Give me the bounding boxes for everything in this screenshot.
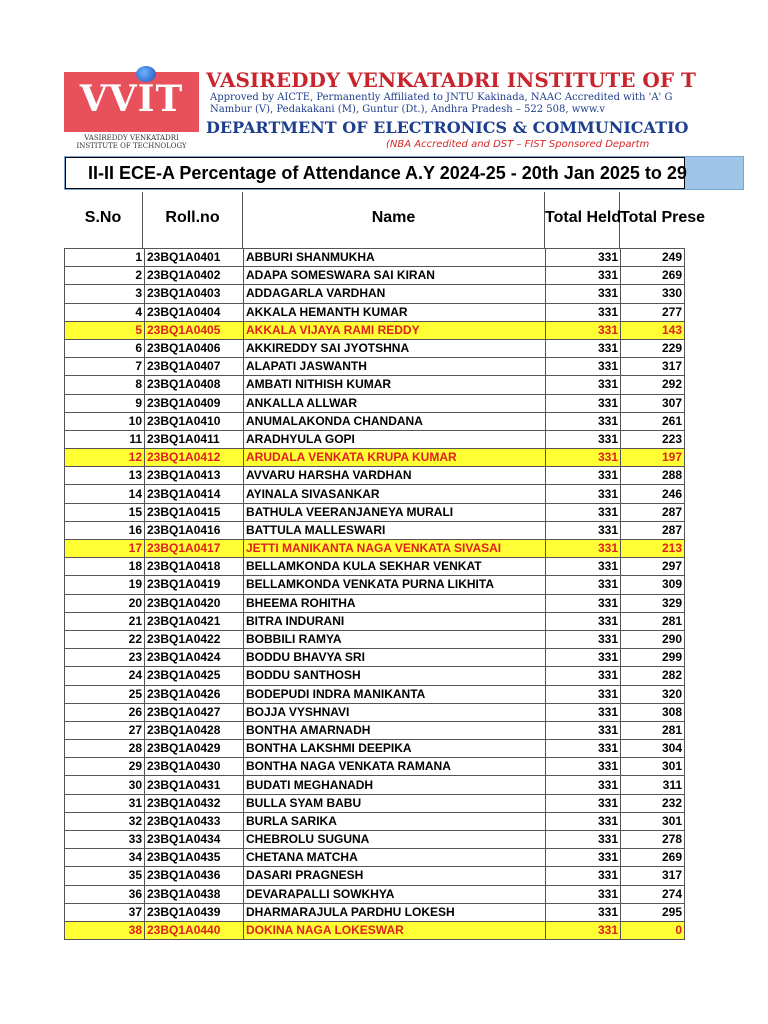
cell-total-held: 331 xyxy=(546,540,621,558)
table-row xyxy=(65,758,685,776)
cell-roll-no: 23BQ1A0424 xyxy=(145,649,244,667)
cell-roll-no: 23BQ1A0411 xyxy=(145,430,244,448)
cell-total-present: 281 xyxy=(621,721,685,739)
cell-name: BOBBILI RAMYA xyxy=(244,630,546,648)
cell-total-held: 331 xyxy=(546,831,621,849)
column-header-name: Name xyxy=(243,192,545,248)
cell-total-held: 331 xyxy=(546,503,621,521)
table-row xyxy=(65,703,685,721)
cell-roll-no: 23BQ1A0433 xyxy=(145,812,244,830)
cell-total-present: 269 xyxy=(621,267,685,285)
table-row xyxy=(65,794,685,812)
cell-sno: 27 xyxy=(65,721,145,739)
cell-roll-no: 23BQ1A0413 xyxy=(145,467,244,485)
cell-total-present: 278 xyxy=(621,831,685,849)
cell-name: ADAPA SOMESWARA SAI KIRAN xyxy=(244,267,546,285)
cell-total-held: 331 xyxy=(546,703,621,721)
cell-total-held: 331 xyxy=(546,267,621,285)
cell-roll-no: 23BQ1A0439 xyxy=(145,903,244,921)
cell-name: CHETANA MATCHA xyxy=(244,849,546,867)
cell-total-present: 223 xyxy=(621,430,685,448)
cell-name: DEVARAPALLI SOWKHYA xyxy=(244,885,546,903)
cell-total-held: 331 xyxy=(546,758,621,776)
cell-sno: 38 xyxy=(65,921,145,939)
cell-total-present: 320 xyxy=(621,685,685,703)
table-row xyxy=(65,812,685,830)
table-row xyxy=(65,721,685,739)
cell-total-held: 331 xyxy=(546,685,621,703)
cell-total-held: 331 xyxy=(546,521,621,539)
cell-name: BOJJA VYSHNAVI xyxy=(244,703,546,721)
cell-roll-no: 23BQ1A0408 xyxy=(145,376,244,394)
table-row xyxy=(65,685,685,703)
table-row xyxy=(65,521,685,539)
cell-sno: 19 xyxy=(65,576,145,594)
cell-total-held: 331 xyxy=(546,339,621,357)
attendance-table xyxy=(64,248,685,940)
cell-name: ABBURI SHANMUKHA xyxy=(244,249,546,267)
cell-total-held: 331 xyxy=(546,303,621,321)
cell-sno: 32 xyxy=(65,812,145,830)
table-row xyxy=(65,339,685,357)
cell-name: BODDU BHAVYA SRI xyxy=(244,649,546,667)
cell-roll-no: 23BQ1A0429 xyxy=(145,740,244,758)
cell-total-held: 331 xyxy=(546,485,621,503)
cell-total-present: 290 xyxy=(621,630,685,648)
cell-name: BUDATI MEGHANADH xyxy=(244,776,546,794)
cell-sno: 16 xyxy=(65,521,145,539)
cell-total-present: 330 xyxy=(621,285,685,303)
table-row xyxy=(65,430,685,448)
cell-roll-no: 23BQ1A0428 xyxy=(145,721,244,739)
cell-name: BELLAMKONDA VENKATA PURNA LIKHITA xyxy=(244,576,546,594)
cell-roll-no: 23BQ1A0434 xyxy=(145,831,244,849)
approval-line: Approved by AICTE, Permanently Affiliated to JNTU Kakinada, NAAC Accredited with 'A' G xyxy=(210,92,673,103)
cell-name: BHEEMA ROHITHA xyxy=(244,594,546,612)
cell-sno: 7 xyxy=(65,358,145,376)
cell-name: AYINALA SIVASANKAR xyxy=(244,485,546,503)
column-header-total-present: Total Prese xyxy=(620,209,706,226)
cell-roll-no: 23BQ1A0415 xyxy=(145,503,244,521)
cell-sno: 35 xyxy=(65,867,145,885)
table-row xyxy=(65,249,685,267)
column-header-sno: S.No xyxy=(64,192,143,248)
table-row xyxy=(65,630,685,648)
cell-roll-no: 23BQ1A0406 xyxy=(145,339,244,357)
cell-name: AKKALA HEMANTH KUMAR xyxy=(244,303,546,321)
cell-name: BATHULA VEERANJANEYA MURALI xyxy=(244,503,546,521)
table-row xyxy=(65,376,685,394)
cell-roll-no: 23BQ1A0405 xyxy=(145,321,244,339)
cell-sno: 33 xyxy=(65,831,145,849)
cell-sno: 25 xyxy=(65,685,145,703)
cell-name: ARADHYULA GOPI xyxy=(244,430,546,448)
cell-sno: 34 xyxy=(65,849,145,867)
cell-roll-no: 23BQ1A0435 xyxy=(145,849,244,867)
institute-info xyxy=(206,64,696,150)
cell-roll-no: 23BQ1A0426 xyxy=(145,685,244,703)
cell-total-present: 309 xyxy=(621,576,685,594)
cell-name: BODEPUDI INDRA MANIKANTA xyxy=(244,685,546,703)
cell-name: DHARMARAJULA PARDHU LOKESH xyxy=(244,903,546,921)
cell-sno: 26 xyxy=(65,703,145,721)
cell-name: JETTI MANIKANTA NAGA VENKATA SIVASAI xyxy=(244,540,546,558)
cell-total-present: 143 xyxy=(621,321,685,339)
cell-name: AKKIREDDY SAI JYOTSHNA xyxy=(244,339,546,357)
cell-total-held: 331 xyxy=(546,740,621,758)
cell-sno: 28 xyxy=(65,740,145,758)
title-cell xyxy=(65,157,685,189)
cell-sno: 24 xyxy=(65,667,145,685)
cell-total-present: 277 xyxy=(621,303,685,321)
cell-total-present: 301 xyxy=(621,812,685,830)
logo-text: VVIT xyxy=(79,78,184,120)
cell-name: AMBATI NITHISH KUMAR xyxy=(244,376,546,394)
institute-header xyxy=(64,64,696,154)
cell-name: CHEBROLU SUGUNA xyxy=(244,831,546,849)
table-row xyxy=(65,394,685,412)
cell-total-present: 317 xyxy=(621,358,685,376)
cell-total-held: 331 xyxy=(546,285,621,303)
table-row xyxy=(65,540,685,558)
cell-roll-no: 23BQ1A0431 xyxy=(145,776,244,794)
cell-sno: 6 xyxy=(65,339,145,357)
logo-caption-line-1: VASIREDDY VENKATADRI xyxy=(84,134,179,142)
cell-total-present: 295 xyxy=(621,903,685,921)
cell-total-held: 331 xyxy=(546,776,621,794)
cell-name: DOKINA NAGA LOKESWAR xyxy=(244,921,546,939)
cell-name: BURLA SARIKA xyxy=(244,812,546,830)
cell-total-held: 331 xyxy=(546,467,621,485)
table-row xyxy=(65,303,685,321)
cell-sno: 29 xyxy=(65,758,145,776)
cell-sno: 15 xyxy=(65,503,145,521)
cell-total-held: 331 xyxy=(546,558,621,576)
table-row xyxy=(65,558,685,576)
cell-name: ALAPATI JASWANTH xyxy=(244,358,546,376)
cell-total-held: 331 xyxy=(546,412,621,430)
cell-total-present: 304 xyxy=(621,740,685,758)
cell-total-present: 197 xyxy=(621,449,685,467)
cell-roll-no: 23BQ1A0432 xyxy=(145,794,244,812)
column-header-total-held: Total Held xyxy=(545,192,620,248)
attendance-rows xyxy=(65,249,685,940)
table-row xyxy=(65,467,685,485)
title-bar xyxy=(64,156,744,190)
cell-total-held: 331 xyxy=(546,921,621,939)
table-row xyxy=(65,885,685,903)
table-row xyxy=(65,358,685,376)
cell-sno: 18 xyxy=(65,558,145,576)
cell-total-held: 331 xyxy=(546,449,621,467)
cell-total-present: 311 xyxy=(621,776,685,794)
cell-total-present: 287 xyxy=(621,521,685,539)
institute-name: VASIREDDY VENKATADRI INSTITUTE OF T xyxy=(206,68,696,92)
table-row xyxy=(65,867,685,885)
cell-sno: 8 xyxy=(65,376,145,394)
cell-total-held: 331 xyxy=(546,430,621,448)
cell-name: BATTULA MALLESWARI xyxy=(244,521,546,539)
table-row xyxy=(65,667,685,685)
cell-name: BONTHA AMARNADH xyxy=(244,721,546,739)
cell-roll-no: 23BQ1A0436 xyxy=(145,867,244,885)
column-header-roll: Roll.no xyxy=(143,192,243,248)
cell-total-held: 331 xyxy=(546,885,621,903)
cell-roll-no: 23BQ1A0419 xyxy=(145,576,244,594)
cell-name: BODDU SANTHOSH xyxy=(244,667,546,685)
table-row xyxy=(65,831,685,849)
cell-roll-no: 23BQ1A0438 xyxy=(145,885,244,903)
cell-total-held: 331 xyxy=(546,867,621,885)
table-row xyxy=(65,576,685,594)
cell-roll-no: 23BQ1A0416 xyxy=(145,521,244,539)
cell-roll-no: 23BQ1A0410 xyxy=(145,412,244,430)
cell-total-held: 331 xyxy=(546,394,621,412)
cell-total-present: 307 xyxy=(621,394,685,412)
cell-name: ARUDALA VENKATA KRUPA KUMAR xyxy=(244,449,546,467)
cell-roll-no: 23BQ1A0427 xyxy=(145,703,244,721)
cell-sno: 5 xyxy=(65,321,145,339)
cell-total-present: 329 xyxy=(621,594,685,612)
cell-sno: 3 xyxy=(65,285,145,303)
cell-roll-no: 23BQ1A0421 xyxy=(145,612,244,630)
cell-total-present: 281 xyxy=(621,612,685,630)
cell-roll-no: 23BQ1A0440 xyxy=(145,921,244,939)
table-row xyxy=(65,321,685,339)
cell-roll-no: 23BQ1A0402 xyxy=(145,267,244,285)
cell-roll-no: 23BQ1A0417 xyxy=(145,540,244,558)
cell-roll-no: 23BQ1A0418 xyxy=(145,558,244,576)
cell-total-present: 261 xyxy=(621,412,685,430)
cell-roll-no: 23BQ1A0412 xyxy=(145,449,244,467)
table-row xyxy=(65,412,685,430)
cell-total-held: 331 xyxy=(546,321,621,339)
cell-total-present: 317 xyxy=(621,867,685,885)
cell-total-present: 274 xyxy=(621,885,685,903)
cell-roll-no: 23BQ1A0425 xyxy=(145,667,244,685)
cell-name: BONTHA NAGA VENKATA RAMANA xyxy=(244,758,546,776)
cell-sno: 31 xyxy=(65,794,145,812)
cell-sno: 9 xyxy=(65,394,145,412)
cell-total-present: 232 xyxy=(621,794,685,812)
cell-total-held: 331 xyxy=(546,812,621,830)
table-row xyxy=(65,612,685,630)
cell-sno: 14 xyxy=(65,485,145,503)
cell-sno: 17 xyxy=(65,540,145,558)
table-row xyxy=(65,267,685,285)
cell-roll-no: 23BQ1A0422 xyxy=(145,630,244,648)
cell-name: BONTHA LAKSHMI DEEPIKA xyxy=(244,740,546,758)
logo-caption xyxy=(64,134,199,150)
cell-sno: 4 xyxy=(65,303,145,321)
cell-total-held: 331 xyxy=(546,721,621,739)
cell-total-present: 301 xyxy=(621,758,685,776)
cell-sno: 37 xyxy=(65,903,145,921)
cell-roll-no: 23BQ1A0430 xyxy=(145,758,244,776)
table-row xyxy=(65,594,685,612)
cell-name: BELLAMKONDA KULA SEKHAR VENKAT xyxy=(244,558,546,576)
cell-total-held: 331 xyxy=(546,576,621,594)
cell-roll-no: 23BQ1A0404 xyxy=(145,303,244,321)
cell-total-present: 246 xyxy=(621,485,685,503)
cell-total-held: 331 xyxy=(546,667,621,685)
cell-name: BULLA SYAM BABU xyxy=(244,794,546,812)
cell-total-present: 297 xyxy=(621,558,685,576)
cell-total-held: 331 xyxy=(546,794,621,812)
department-name: DEPARTMENT OF ELECTRONICS & COMMUNICATIO xyxy=(206,118,689,137)
cell-name: ADDAGARLA VARDHAN xyxy=(244,285,546,303)
sheet-title: II-II ECE-A Percentage of Attendance A.Y 2024-25 - 20th Jan 2025 to 29 xyxy=(88,163,687,183)
cell-total-held: 331 xyxy=(546,612,621,630)
cell-total-present: 213 xyxy=(621,540,685,558)
cell-total-held: 331 xyxy=(546,849,621,867)
cell-total-held: 331 xyxy=(546,376,621,394)
cell-roll-no: 23BQ1A0403 xyxy=(145,285,244,303)
table-row xyxy=(65,776,685,794)
cell-roll-no: 23BQ1A0401 xyxy=(145,249,244,267)
cell-total-present: 282 xyxy=(621,667,685,685)
cell-total-present: 288 xyxy=(621,467,685,485)
cell-name: DASARI PRAGNESH xyxy=(244,867,546,885)
cell-total-present: 229 xyxy=(621,339,685,357)
cell-sno: 13 xyxy=(65,467,145,485)
cell-roll-no: 23BQ1A0407 xyxy=(145,358,244,376)
table-row xyxy=(65,849,685,867)
cell-total-held: 331 xyxy=(546,594,621,612)
cell-total-held: 331 xyxy=(546,903,621,921)
table-row xyxy=(65,903,685,921)
cell-roll-no: 23BQ1A0409 xyxy=(145,394,244,412)
department-accreditation: (NBA Accredited and DST – FIST Sponsored Departm xyxy=(386,139,650,150)
cell-name: BITRA INDURANI xyxy=(244,612,546,630)
cell-sno: 22 xyxy=(65,630,145,648)
cell-total-held: 331 xyxy=(546,649,621,667)
cell-total-present: 287 xyxy=(621,503,685,521)
cell-sno: 2 xyxy=(65,267,145,285)
cell-roll-no: 23BQ1A0414 xyxy=(145,485,244,503)
cell-name: ANKALLA ALLWAR xyxy=(244,394,546,412)
table-row xyxy=(65,285,685,303)
cell-sno: 21 xyxy=(65,612,145,630)
cell-sno: 23 xyxy=(65,649,145,667)
cell-sno: 10 xyxy=(65,412,145,430)
column-headers xyxy=(64,192,706,248)
table-row xyxy=(65,449,685,467)
cell-sno: 30 xyxy=(65,776,145,794)
cell-sno: 36 xyxy=(65,885,145,903)
cell-total-present: 299 xyxy=(621,649,685,667)
table-row xyxy=(65,485,685,503)
cell-total-held: 331 xyxy=(546,358,621,376)
address-line: Nambur (V), Pedakakani (M), Guntur (Dt.), Andhra Pradesh – 522 508, www.v xyxy=(210,104,606,115)
cell-name: AVVARU HARSHA VARDHAN xyxy=(244,467,546,485)
cell-total-present: 269 xyxy=(621,849,685,867)
cell-roll-no: 23BQ1A0420 xyxy=(145,594,244,612)
table-row xyxy=(65,503,685,521)
table-row xyxy=(65,921,685,939)
cell-total-present: 308 xyxy=(621,703,685,721)
table-row xyxy=(65,740,685,758)
cell-name: ANUMALAKONDA CHANDANA xyxy=(244,412,546,430)
cell-total-present: 0 xyxy=(621,921,685,939)
table-row xyxy=(65,649,685,667)
cell-total-present: 249 xyxy=(621,249,685,267)
vvit-logo xyxy=(64,64,199,152)
logo-caption-line-2: INSTITUTE OF TECHNOLOGY xyxy=(76,142,187,150)
cell-total-held: 331 xyxy=(546,249,621,267)
cell-total-present: 292 xyxy=(621,376,685,394)
cell-sno: 20 xyxy=(65,594,145,612)
cell-sno: 1 xyxy=(65,249,145,267)
cell-sno: 11 xyxy=(65,430,145,448)
cell-name: AKKALA VIJAYA RAMI REDDY xyxy=(244,321,546,339)
cell-total-held: 331 xyxy=(546,630,621,648)
cell-sno: 12 xyxy=(65,449,145,467)
